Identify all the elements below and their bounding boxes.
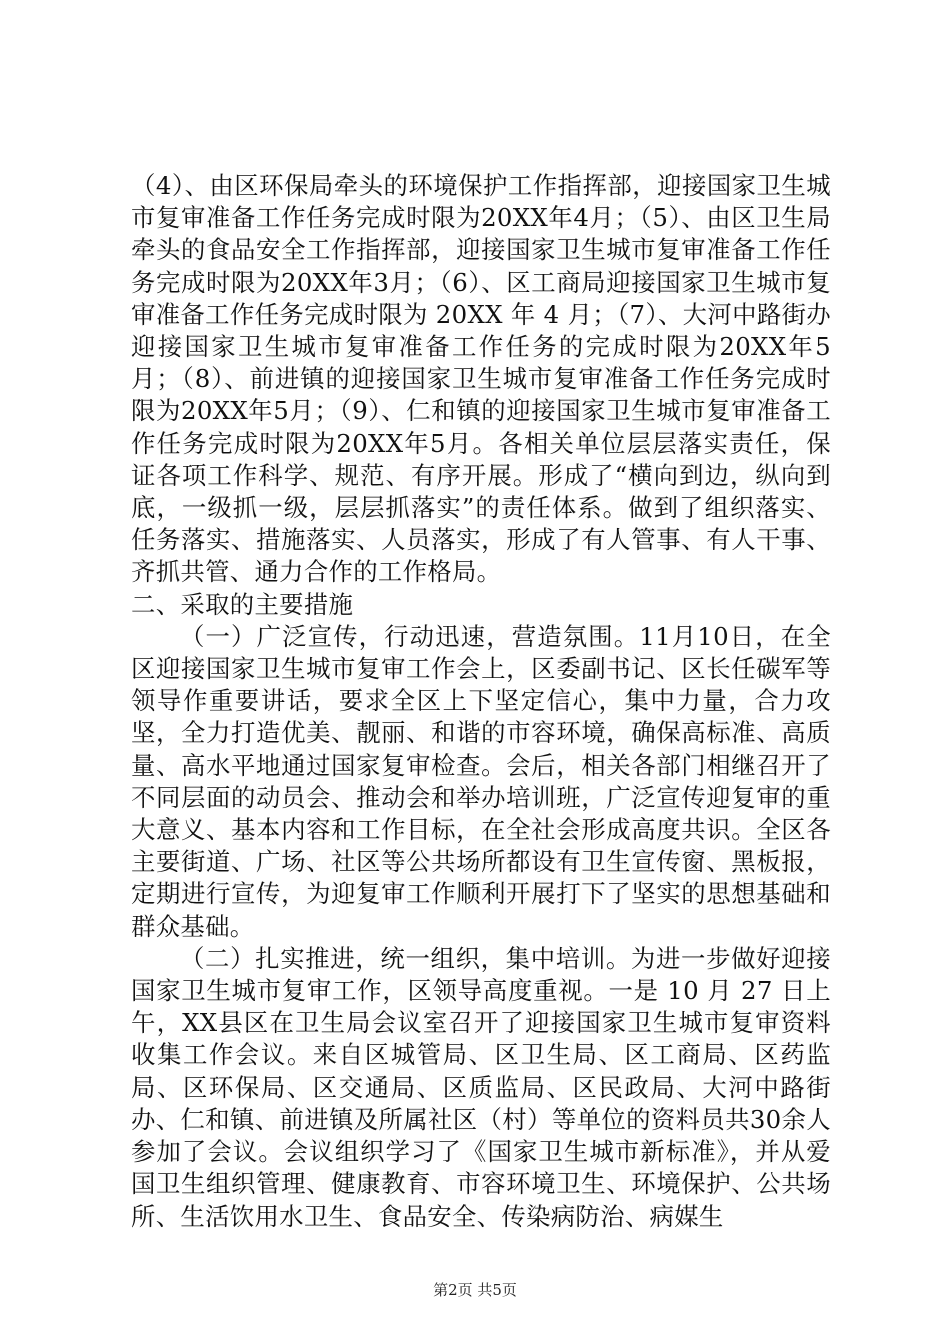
page-number-footer: 第2页 共5页 [433, 1281, 517, 1299]
document-body [131, 170, 831, 1233]
paragraph-publicity: （一）广泛宣传，行动迅速，营造氛围。11月10日，在全区迎接国家卫生城市复审工作会上，区委副书记、区长任碳军等领导作重要讲话，要求全区上下坚定信心，集中力量，合力攻坚，全力打造优美、靓丽、和谐的市容环境，确保高标准、高质量、高水平地通过国家复审检查。会后，相关各部门相继召开了不同层面的动员会、推动会和举办培训班，广泛宣传迎复审的重大意义、基本内容和工作目标，在全社会形成高度共识。全区各主要街道、广场、社区等公共场所都设有卫生宣传窗、黑板报，定期进行宣传，为迎复审工作顺利开展打下了坚实的思想基础和群众基础。 [131, 621, 831, 941]
paragraph-training: （二）扎实推进，统一组织，集中培训。为进一步做好迎接国家卫生城市复审工作，区领导高度重视。一是 10 月 27 日上午，XX县区在卫生局会议室召开了迎接国家卫生城市复审资料收集工作会议。来自区城管局、区卫生局、区工商局、区药监局、区环保局、区交通局、区质监局、区民政局、大河中路街办、仁和镇、前进镇及所属社区（村）等单位的资料员共30余人参加了会议。会议组织学习了《国家卫生城市新标准》，并从爱国卫生组织管理、健康教育、市容环境卫生、环境保护、公共场所、生活饮用水卫生、食品安全、传染病防治、病媒生 [131, 943, 831, 1231]
paragraph-task-deadlines: （4）、由区环保局牵头的环境保护工作指挥部，迎接国家卫生城市复审准备工作任务完成时限为20XX年4月；（5）、由区卫生局牵头的食品安全工作指挥部，迎接国家卫生城市复审准备工作任务完成时限为20XX年3月；（6）、区工商局迎接国家卫生城市复审准备工作任务完成时限为 20XX 年 4 月；（7）、大河中路街办迎接国家卫生城市复审准备工作任务的完成时限为20XX年5月；（8）、前进镇的迎接国家卫生城市复审准备工作任务完成时限为20XX年5月；（9）、仁和镇的迎接国家卫生城市复审准备工作任务完成时限为20XX年5月。各相关单位层层落实责任，保证各项工作科学、规范、有序开展。形成了“横向到边，纵向到底，一级抓一级，层层抓落实”的责任体系。做到了组织落实、任务落实、措施落实、人员落实，形成了有人管事、有人干事、齐抓共管、通力合作的工作格局。 [131, 171, 831, 587]
section-heading-measures: 二、采取的主要措施 [131, 589, 354, 619]
